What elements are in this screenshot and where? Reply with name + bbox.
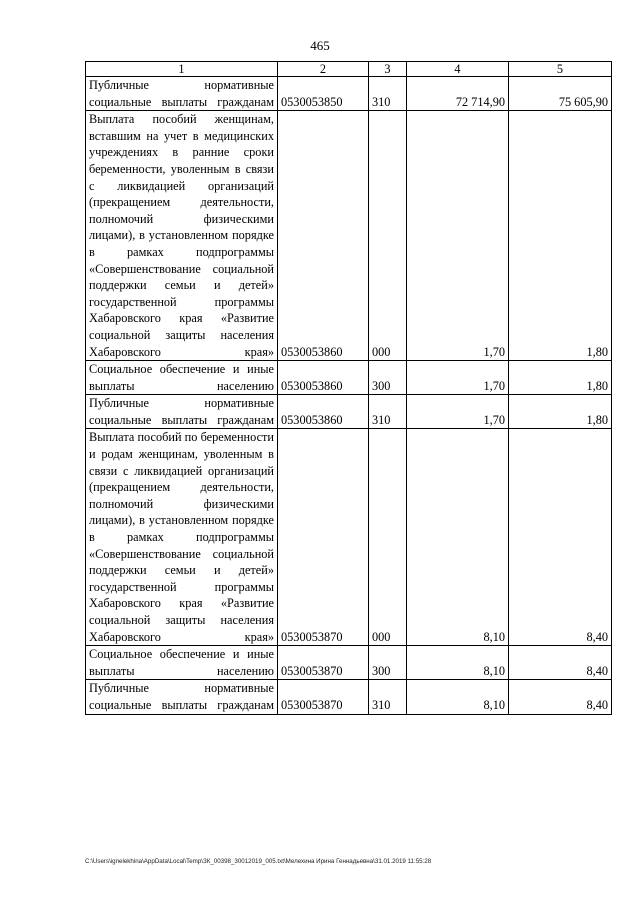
amount-year-2: 1,80	[509, 111, 612, 361]
column-header: 3	[369, 62, 407, 77]
target-article-code: 0530053860	[278, 395, 369, 429]
row-description: Публичные нормативные социальные выплаты гражданам	[86, 395, 278, 429]
row-description: Социальное обеспечение и иные выплаты населению	[86, 646, 278, 680]
target-article-code: 0530053850	[278, 77, 369, 111]
table-row	[86, 429, 612, 646]
amount-year-2: 1,80	[509, 361, 612, 395]
amount-year-1: 8,10	[407, 646, 509, 680]
row-description: Публичные нормативные социальные выплаты гражданам	[86, 77, 278, 111]
expense-type-code: 310	[369, 77, 407, 111]
table-header-row	[86, 62, 612, 77]
amount-year-1: 1,70	[407, 361, 509, 395]
table-row	[86, 646, 612, 680]
row-description: Социальное обеспечение и иные выплаты населению	[86, 361, 278, 395]
amount-year-2: 1,80	[509, 395, 612, 429]
expense-type-code: 310	[369, 680, 407, 714]
column-header: 5	[509, 62, 612, 77]
amount-year-2: 75 605,90	[509, 77, 612, 111]
page-number: 465	[310, 38, 330, 53]
amount-year-2: 8,40	[509, 680, 612, 714]
table-row	[86, 680, 612, 714]
column-header: 4	[407, 62, 509, 77]
amount-year-2: 8,40	[509, 646, 612, 680]
amount-year-1: 8,10	[407, 429, 509, 646]
expense-type-code: 310	[369, 395, 407, 429]
column-header: 1	[86, 62, 278, 77]
row-description: Выплата пособий женщинам, вставшим на учет в медицинских учреждениях в ранние сроки беременности, уволенным в связи с ликвидацией организаций (прекращением деятельности, полномочий физическими лицами), в установленном порядке в рамках подпрограммы «Совершенствование социальной поддержки семьи и детей» государственной программы Хабаровского края «Развитие социальной защиты населения Хабаровского края»	[86, 111, 278, 361]
table-row	[86, 361, 612, 395]
table-row	[86, 77, 612, 111]
target-article-code: 0530053870	[278, 680, 369, 714]
row-description: Публичные нормативные социальные выплаты гражданам	[86, 680, 278, 714]
expense-type-code: 300	[369, 646, 407, 680]
column-header: 2	[278, 62, 369, 77]
target-article-code: 0530053870	[278, 429, 369, 646]
target-article-code: 0530053860	[278, 361, 369, 395]
expense-type-code: 000	[369, 429, 407, 646]
file-path-footer: C:\Users\ignelekhina\AppData\Local\Temp\ЗК_00398_30012019_005.txt\Мелехина Ирина Геннадьевна\31.01.2019 11:55:28	[85, 858, 432, 865]
row-description: Выплата пособий по беременности и родам женщинам, уволенным в связи с ликвидацией организаций (прекращением деятельности, полномочий физическими лицами), в установленном порядке в рамках подпрограммы «Совершенствование социальной поддержки семьи и детей» государственной программы Хабаровского края «Развитие социальной защиты населения Хабаровского края»	[86, 429, 278, 646]
amount-year-1: 8,10	[407, 680, 509, 714]
amount-year-1: 1,70	[407, 395, 509, 429]
target-article-code: 0530053870	[278, 646, 369, 680]
amount-year-1: 72 714,90	[407, 77, 509, 111]
budget-table	[85, 61, 612, 715]
table-row	[86, 395, 612, 429]
table-row	[86, 111, 612, 361]
expense-type-code: 300	[369, 361, 407, 395]
expense-type-code: 000	[369, 111, 407, 361]
amount-year-2: 8,40	[509, 429, 612, 646]
target-article-code: 0530053860	[278, 111, 369, 361]
amount-year-1: 1,70	[407, 111, 509, 361]
